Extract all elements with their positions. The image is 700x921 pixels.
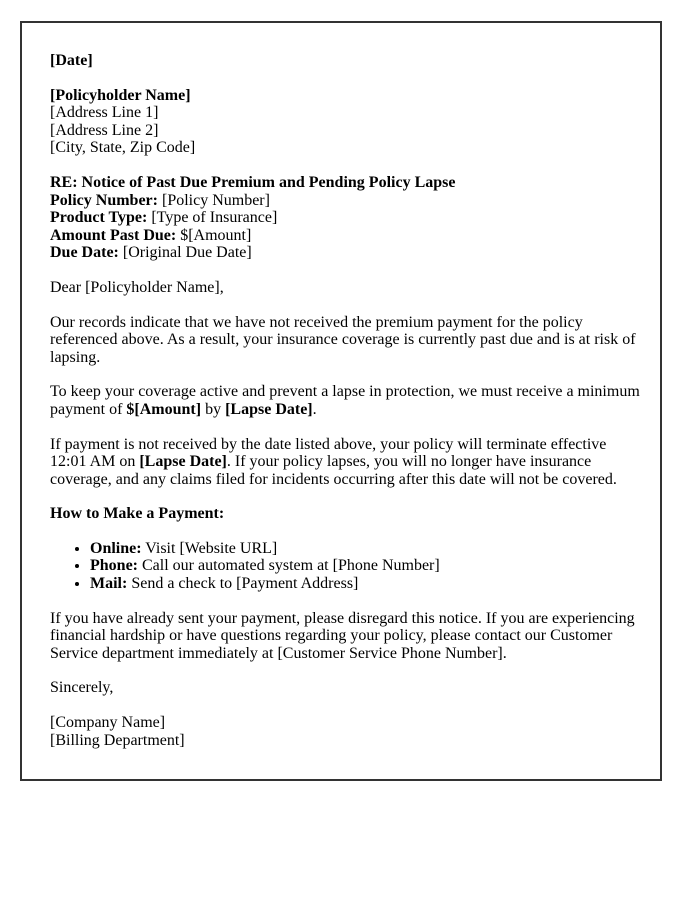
lapse-date-bold: [Lapse Date] xyxy=(225,400,313,418)
recipient-city-state-zip: [City, State, Zip Code] xyxy=(50,139,196,157)
recipient-address-line-1: [Address Line 1] xyxy=(50,104,159,122)
minimum-payment-amount: $[Amount] xyxy=(126,400,202,418)
payment-method-phone-text: Call our automated system at [Phone Number] xyxy=(142,557,440,575)
payment-methods-list xyxy=(50,540,640,593)
keep-coverage-middle: by xyxy=(201,400,226,418)
due-date-value: [Original Due Date] xyxy=(122,244,252,262)
due-date-label: Due Date: xyxy=(50,244,119,262)
payment-heading-text: How to Make a Payment: xyxy=(50,505,225,523)
termination-lapse-date-bold: [Lapse Date] xyxy=(139,453,227,471)
product-type-value: [Type of Insurance] xyxy=(151,209,278,227)
product-type-label: Product Type: xyxy=(50,209,148,227)
letter-date xyxy=(50,52,640,70)
payment-method-online-text: Visit [Website URL] xyxy=(145,539,278,557)
payment-method-mail-text: Send a check to [Payment Address] xyxy=(131,575,359,593)
letter-document xyxy=(20,21,662,781)
termination-prefix: If payment is not received by the date listed above, your policy will terminate effective 12:01 AM on xyxy=(50,435,607,471)
payment-method-phone xyxy=(90,557,640,575)
paragraph-keep-coverage xyxy=(50,383,640,418)
payment-heading xyxy=(50,505,640,523)
subject-details-block xyxy=(50,174,640,262)
payment-method-online-label: Online: xyxy=(90,539,142,557)
payment-method-mail xyxy=(90,575,640,593)
keep-coverage-prefix: To keep your coverage active and prevent a lapse in protection, we must receive a minimum payment of xyxy=(50,383,640,418)
amount-past-due-label: Amount Past Due: xyxy=(50,226,177,244)
letter-date-text: [Date] xyxy=(50,52,93,69)
subject-line: RE: Notice of Past Due Premium and Pending Policy Lapse xyxy=(50,173,456,191)
closing: Sincerely, xyxy=(50,679,114,697)
termination-suffix: . If your policy lapses, you will no longer have insurance coverage, and any claims filed for incidents occurring after this date will not be covered. xyxy=(50,453,617,488)
recipient-address-block xyxy=(50,87,640,157)
signature-company: [Company Name] xyxy=(50,714,166,732)
paragraph-disregard: If you have already sent your payment, please disregard this notice. If you are experiencing financial hardship or have questions regarding your policy, please contact our Customer Service department immediately at [Customer Service Phone Number]. xyxy=(50,609,635,662)
recipient-address-line-2: [Address Line 2] xyxy=(50,121,159,139)
payment-method-mail-label: Mail: xyxy=(90,575,128,593)
recipient-name: [Policyholder Name] xyxy=(50,86,191,104)
paragraph-termination xyxy=(50,436,640,489)
payment-method-online xyxy=(90,540,640,558)
amount-past-due-value: $[Amount] xyxy=(180,226,252,244)
payment-method-phone-label: Phone: xyxy=(90,557,138,575)
signature-block xyxy=(50,714,640,749)
keep-coverage-suffix: . xyxy=(312,400,317,418)
signature-department: [Billing Department] xyxy=(50,731,185,749)
salutation: Dear [Policyholder Name], xyxy=(50,278,224,296)
policy-number-label: Policy Number: xyxy=(50,191,158,209)
paragraph-records: Our records indicate that we have not received the premium payment for the policy referenced above. As a result, your insurance coverage is currently past due and is at risk of lapsing. xyxy=(50,313,636,366)
policy-number-value: [Policy Number] xyxy=(161,191,270,209)
